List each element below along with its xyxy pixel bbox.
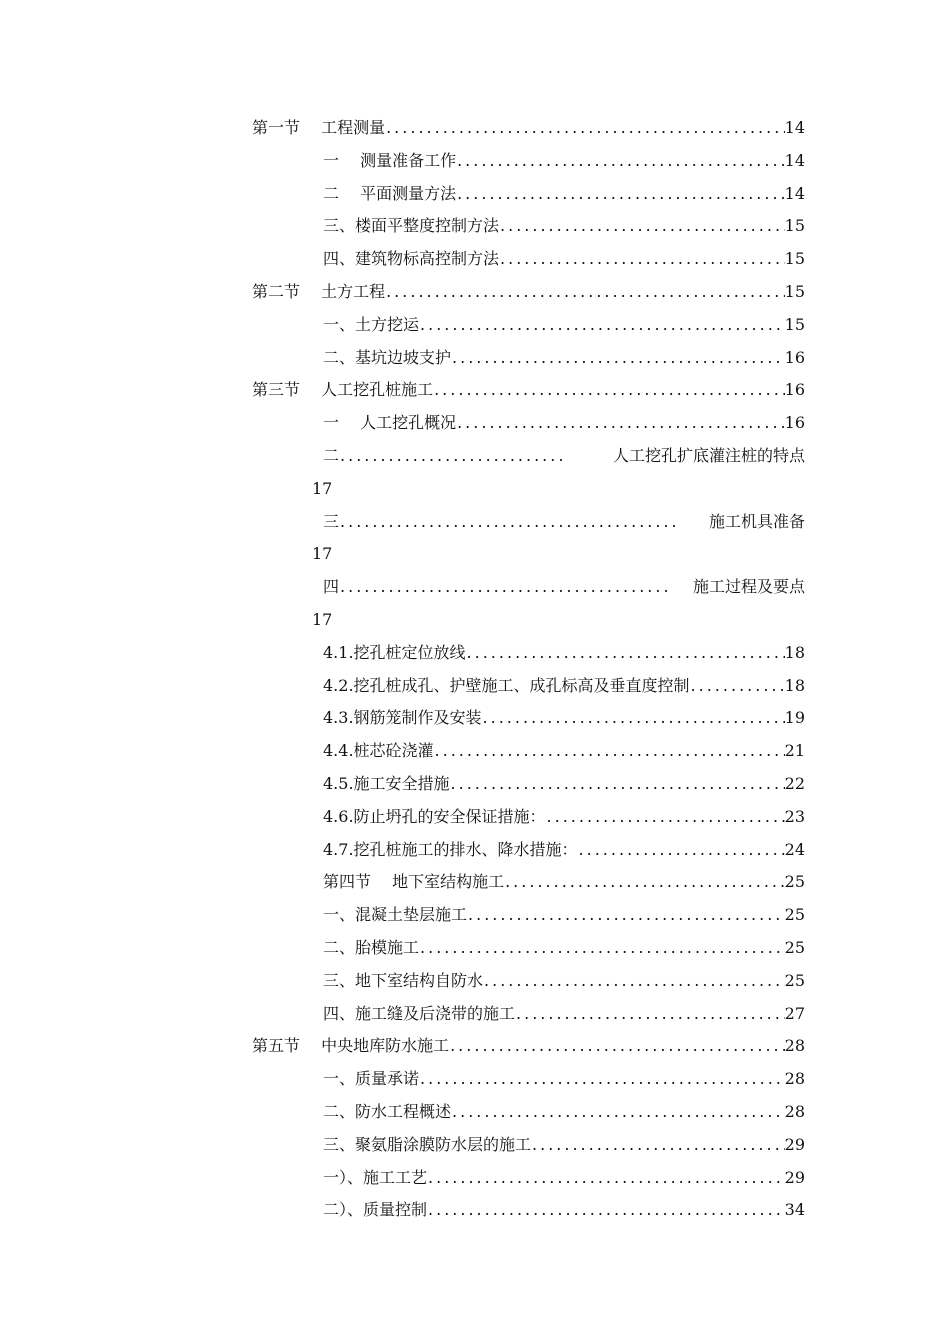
- toc-entry-title: 一 测量准备工作: [323, 150, 457, 170]
- toc-entry[interactable]: [0, 145, 950, 178]
- toc-entry-line: [323, 1162, 805, 1195]
- toc-entry-title: 二、防水工程概述: [323, 1101, 452, 1121]
- toc-entry-line: [323, 768, 805, 801]
- toc-leader-dots: [504, 866, 785, 899]
- toc-leader-dots: [467, 899, 785, 932]
- toc-entry-page: 14: [784, 118, 805, 137]
- toc-leader-dots: [499, 243, 785, 276]
- toc-entry-line: [323, 1194, 805, 1227]
- toc-entry-title: 二、胎模施工: [323, 937, 420, 957]
- toc-entry-line: [323, 801, 805, 834]
- toc-entry-wrapped[interactable]: [0, 571, 950, 637]
- toc-entry-page: 19: [784, 708, 805, 728]
- toc-entry[interactable]: [0, 834, 950, 867]
- toc-leader-dots: [419, 1063, 785, 1096]
- toc-entry[interactable]: [0, 178, 950, 211]
- toc-entry[interactable]: [0, 112, 950, 145]
- toc-entry-page: 25: [784, 905, 805, 925]
- toc-leader-dots: [456, 145, 785, 178]
- toc-entry-page: 15: [784, 249, 805, 269]
- toc-entry[interactable]: [0, 374, 950, 407]
- toc-entry-line: [323, 899, 805, 932]
- toc-entry-page: 24: [784, 839, 805, 859]
- toc-entry-page: 29: [784, 1134, 805, 1154]
- toc-leader-dots: [546, 801, 785, 834]
- toc-leader-dots: [483, 965, 785, 998]
- toc-entry[interactable]: [0, 866, 950, 899]
- toc-entry-page: 18: [784, 642, 805, 662]
- toc-entry-line: [323, 1063, 805, 1096]
- toc-entry-page: 25: [784, 937, 805, 957]
- toc-entry-title: 一、混凝土垫层施工: [323, 905, 468, 925]
- toc-entry-title: 二）、质量控制: [323, 1200, 428, 1220]
- toc-entry-title: 二、基坑边坡支护: [323, 347, 452, 367]
- toc-entry[interactable]: [0, 932, 950, 965]
- toc-entry-line: [323, 637, 805, 670]
- toc-leader-dots: [499, 210, 785, 243]
- toc-entry-title: 二 平面测量方法: [323, 183, 457, 203]
- toc-entry-title: 4.6.防止坍孔的安全保证措施：: [323, 806, 546, 826]
- toc-entry-page: 14: [784, 150, 805, 170]
- toc-entry-title: 一、质量承诺: [323, 1069, 420, 1089]
- toc-entry[interactable]: [0, 1063, 950, 1096]
- toc-entry-title: 一）、施工工艺: [323, 1167, 428, 1187]
- toc-entry-page: 25: [784, 970, 805, 990]
- toc-entry-title: 4.5.施工安全措施: [323, 773, 450, 793]
- toc-entry-title: 第三节 人工挖孔桩施工: [252, 380, 434, 400]
- toc-entry-title: 第四节 地下室结构施工: [323, 872, 505, 892]
- toc-entry-page: 23: [784, 806, 805, 826]
- toc-leader-dots: [427, 1194, 785, 1227]
- toc-entry-title: 三: [323, 511, 340, 531]
- toc-entry-title: 4.7.挖孔桩施工的排水、降水措施：: [323, 839, 578, 859]
- toc-leader-dots: [427, 1162, 785, 1195]
- toc-entry[interactable]: [0, 276, 950, 309]
- toc-entry-page: 34: [784, 1200, 805, 1220]
- toc-entry[interactable]: [0, 210, 950, 243]
- toc-entry-title: 一 人工挖孔概况: [323, 413, 457, 433]
- toc-entry[interactable]: [0, 407, 950, 440]
- toc-entry-line: [323, 1096, 805, 1129]
- toc-entry[interactable]: [0, 1194, 950, 1227]
- toc-entry-title: 4.1.挖孔桩定位放线: [323, 642, 466, 662]
- toc-entry[interactable]: [0, 1030, 950, 1063]
- toc-entry-title: 四: [323, 577, 340, 597]
- toc-entry-title: 第一节 工程测量: [252, 118, 386, 137]
- toc-leader-dots: [515, 998, 785, 1031]
- toc-entry[interactable]: [0, 670, 950, 703]
- toc-entry-title: 第五节 中央地库防水施工: [252, 1036, 450, 1056]
- toc-entry-page: 17: [312, 609, 333, 629]
- toc-entry-line: [323, 342, 805, 375]
- toc-entry-page: 25: [784, 872, 805, 892]
- toc-entry-page: 17: [312, 478, 333, 498]
- toc-entry[interactable]: [0, 735, 950, 768]
- toc-entry[interactable]: [0, 998, 950, 1031]
- toc-entry-title: 4.3.钢筋笼制作及安装: [323, 708, 482, 728]
- toc-entry-page: 18: [784, 675, 805, 695]
- toc-entry-title: 三、聚氨脂涂膜防水层的施工: [323, 1134, 532, 1154]
- toc-entry-line: [323, 866, 805, 899]
- toc-entry-title: 四、建筑物标高控制方法: [323, 249, 500, 269]
- toc-leader-dots: [531, 1129, 785, 1162]
- toc-leader-dots: [451, 342, 785, 375]
- toc-entry-line: [252, 112, 805, 145]
- toc-leader-dots: [339, 571, 668, 604]
- toc-entry-page: 14: [784, 183, 805, 203]
- toc-entry-title: 三、楼面平整度控制方法: [323, 216, 500, 236]
- table-of-contents: [0, 112, 950, 1227]
- toc-leader-dots: [434, 735, 785, 768]
- toc-entry[interactable]: [0, 899, 950, 932]
- toc-leader-dots: [482, 702, 785, 735]
- toc-entry-line: [323, 243, 805, 276]
- toc-entry-title-tail: 施工过程及要点: [692, 577, 805, 597]
- toc-entry[interactable]: [0, 1162, 950, 1195]
- toc-entry-page: 16: [784, 347, 805, 367]
- toc-entry-line: [323, 178, 805, 211]
- toc-entry-line: [323, 965, 805, 998]
- toc-leader-dots: [385, 112, 785, 145]
- toc-entry-page: 16: [784, 413, 805, 433]
- toc-entry-line: [323, 670, 805, 703]
- toc-entry-page: 22: [784, 773, 805, 793]
- toc-entry-line: [323, 210, 805, 243]
- toc-entry-title: 三、地下室结构自防水: [323, 970, 484, 990]
- toc-leader-dots: [339, 440, 568, 473]
- toc-leader-dots: [456, 407, 785, 440]
- toc-entry[interactable]: [0, 1096, 950, 1129]
- toc-leader-dots: [339, 506, 680, 539]
- toc-entry-title: 4.4.桩芯砼浇灌: [323, 741, 434, 761]
- toc-entry-line: [323, 998, 805, 1031]
- toc-entry-line: [323, 702, 805, 735]
- toc-leader-dots: [578, 834, 785, 867]
- toc-leader-dots: [690, 670, 785, 703]
- toc-entry-wrapped[interactable]: [0, 506, 950, 572]
- toc-entry-line: [323, 735, 805, 768]
- toc-entry-title: 一、土方挖运: [323, 314, 420, 334]
- toc-leader-dots: [449, 1030, 785, 1063]
- toc-entry-line: [323, 571, 805, 604]
- toc-entry-line: [323, 440, 805, 473]
- toc-entry-line: [323, 506, 805, 539]
- toc-entry-title-tail: 人工挖孔扩底灌注桩的特点: [612, 445, 805, 465]
- toc-entry-page: 21: [784, 741, 805, 761]
- toc-entry[interactable]: [0, 243, 950, 276]
- toc-entry-page: 28: [784, 1036, 805, 1056]
- toc-entry[interactable]: [0, 768, 950, 801]
- toc-entry-title: 二: [323, 445, 340, 465]
- toc-entry-line: [323, 1129, 805, 1162]
- toc-entry-line: [323, 145, 805, 178]
- toc-entry-line: [252, 276, 805, 309]
- toc-entry[interactable]: [0, 342, 950, 375]
- toc-leader-dots: [419, 932, 785, 965]
- toc-entry-line: [323, 309, 805, 342]
- toc-entry-page: 15: [784, 216, 805, 236]
- toc-entry-page: 15: [784, 314, 805, 334]
- toc-entry-page: 27: [784, 1003, 805, 1023]
- toc-leader-dots: [466, 637, 785, 670]
- toc-entry-page: 17: [312, 544, 333, 564]
- toc-entry-line: [252, 374, 805, 407]
- toc-leader-dots: [433, 374, 785, 407]
- toc-entry-line: [323, 932, 805, 965]
- toc-entry[interactable]: [0, 637, 950, 670]
- toc-leader-dots: [451, 1096, 785, 1129]
- toc-entry-title: 四、施工缝及后浇带的施工: [323, 1003, 516, 1023]
- toc-entry-line: [252, 1030, 805, 1063]
- toc-entry-page: 28: [784, 1069, 805, 1089]
- toc-entry-title-tail: 施工机具准备: [708, 511, 805, 531]
- toc-entry[interactable]: [0, 801, 950, 834]
- toc-entry-page: 16: [784, 380, 805, 400]
- toc-entry-line: [323, 834, 805, 867]
- toc-entry-title: 4.2.挖孔桩成孔、护壁施工、成孔标高及垂直度控制: [323, 675, 690, 695]
- toc-entry-wrapped[interactable]: [0, 440, 950, 506]
- toc-entry-line: [323, 407, 805, 440]
- toc-entry[interactable]: [0, 309, 950, 342]
- toc-entry-title: 第二节 土方工程: [252, 281, 386, 301]
- toc-leader-dots: [450, 768, 785, 801]
- toc-entry[interactable]: [0, 965, 950, 998]
- toc-leader-dots: [419, 309, 785, 342]
- toc-entry-page: 29: [784, 1167, 805, 1187]
- toc-leader-dots: [456, 178, 785, 211]
- toc-leader-dots: [385, 276, 785, 309]
- toc-entry-page: 28: [784, 1101, 805, 1121]
- toc-entry-page: 15: [784, 281, 805, 301]
- toc-entry[interactable]: [0, 1129, 950, 1162]
- toc-entry[interactable]: [0, 702, 950, 735]
